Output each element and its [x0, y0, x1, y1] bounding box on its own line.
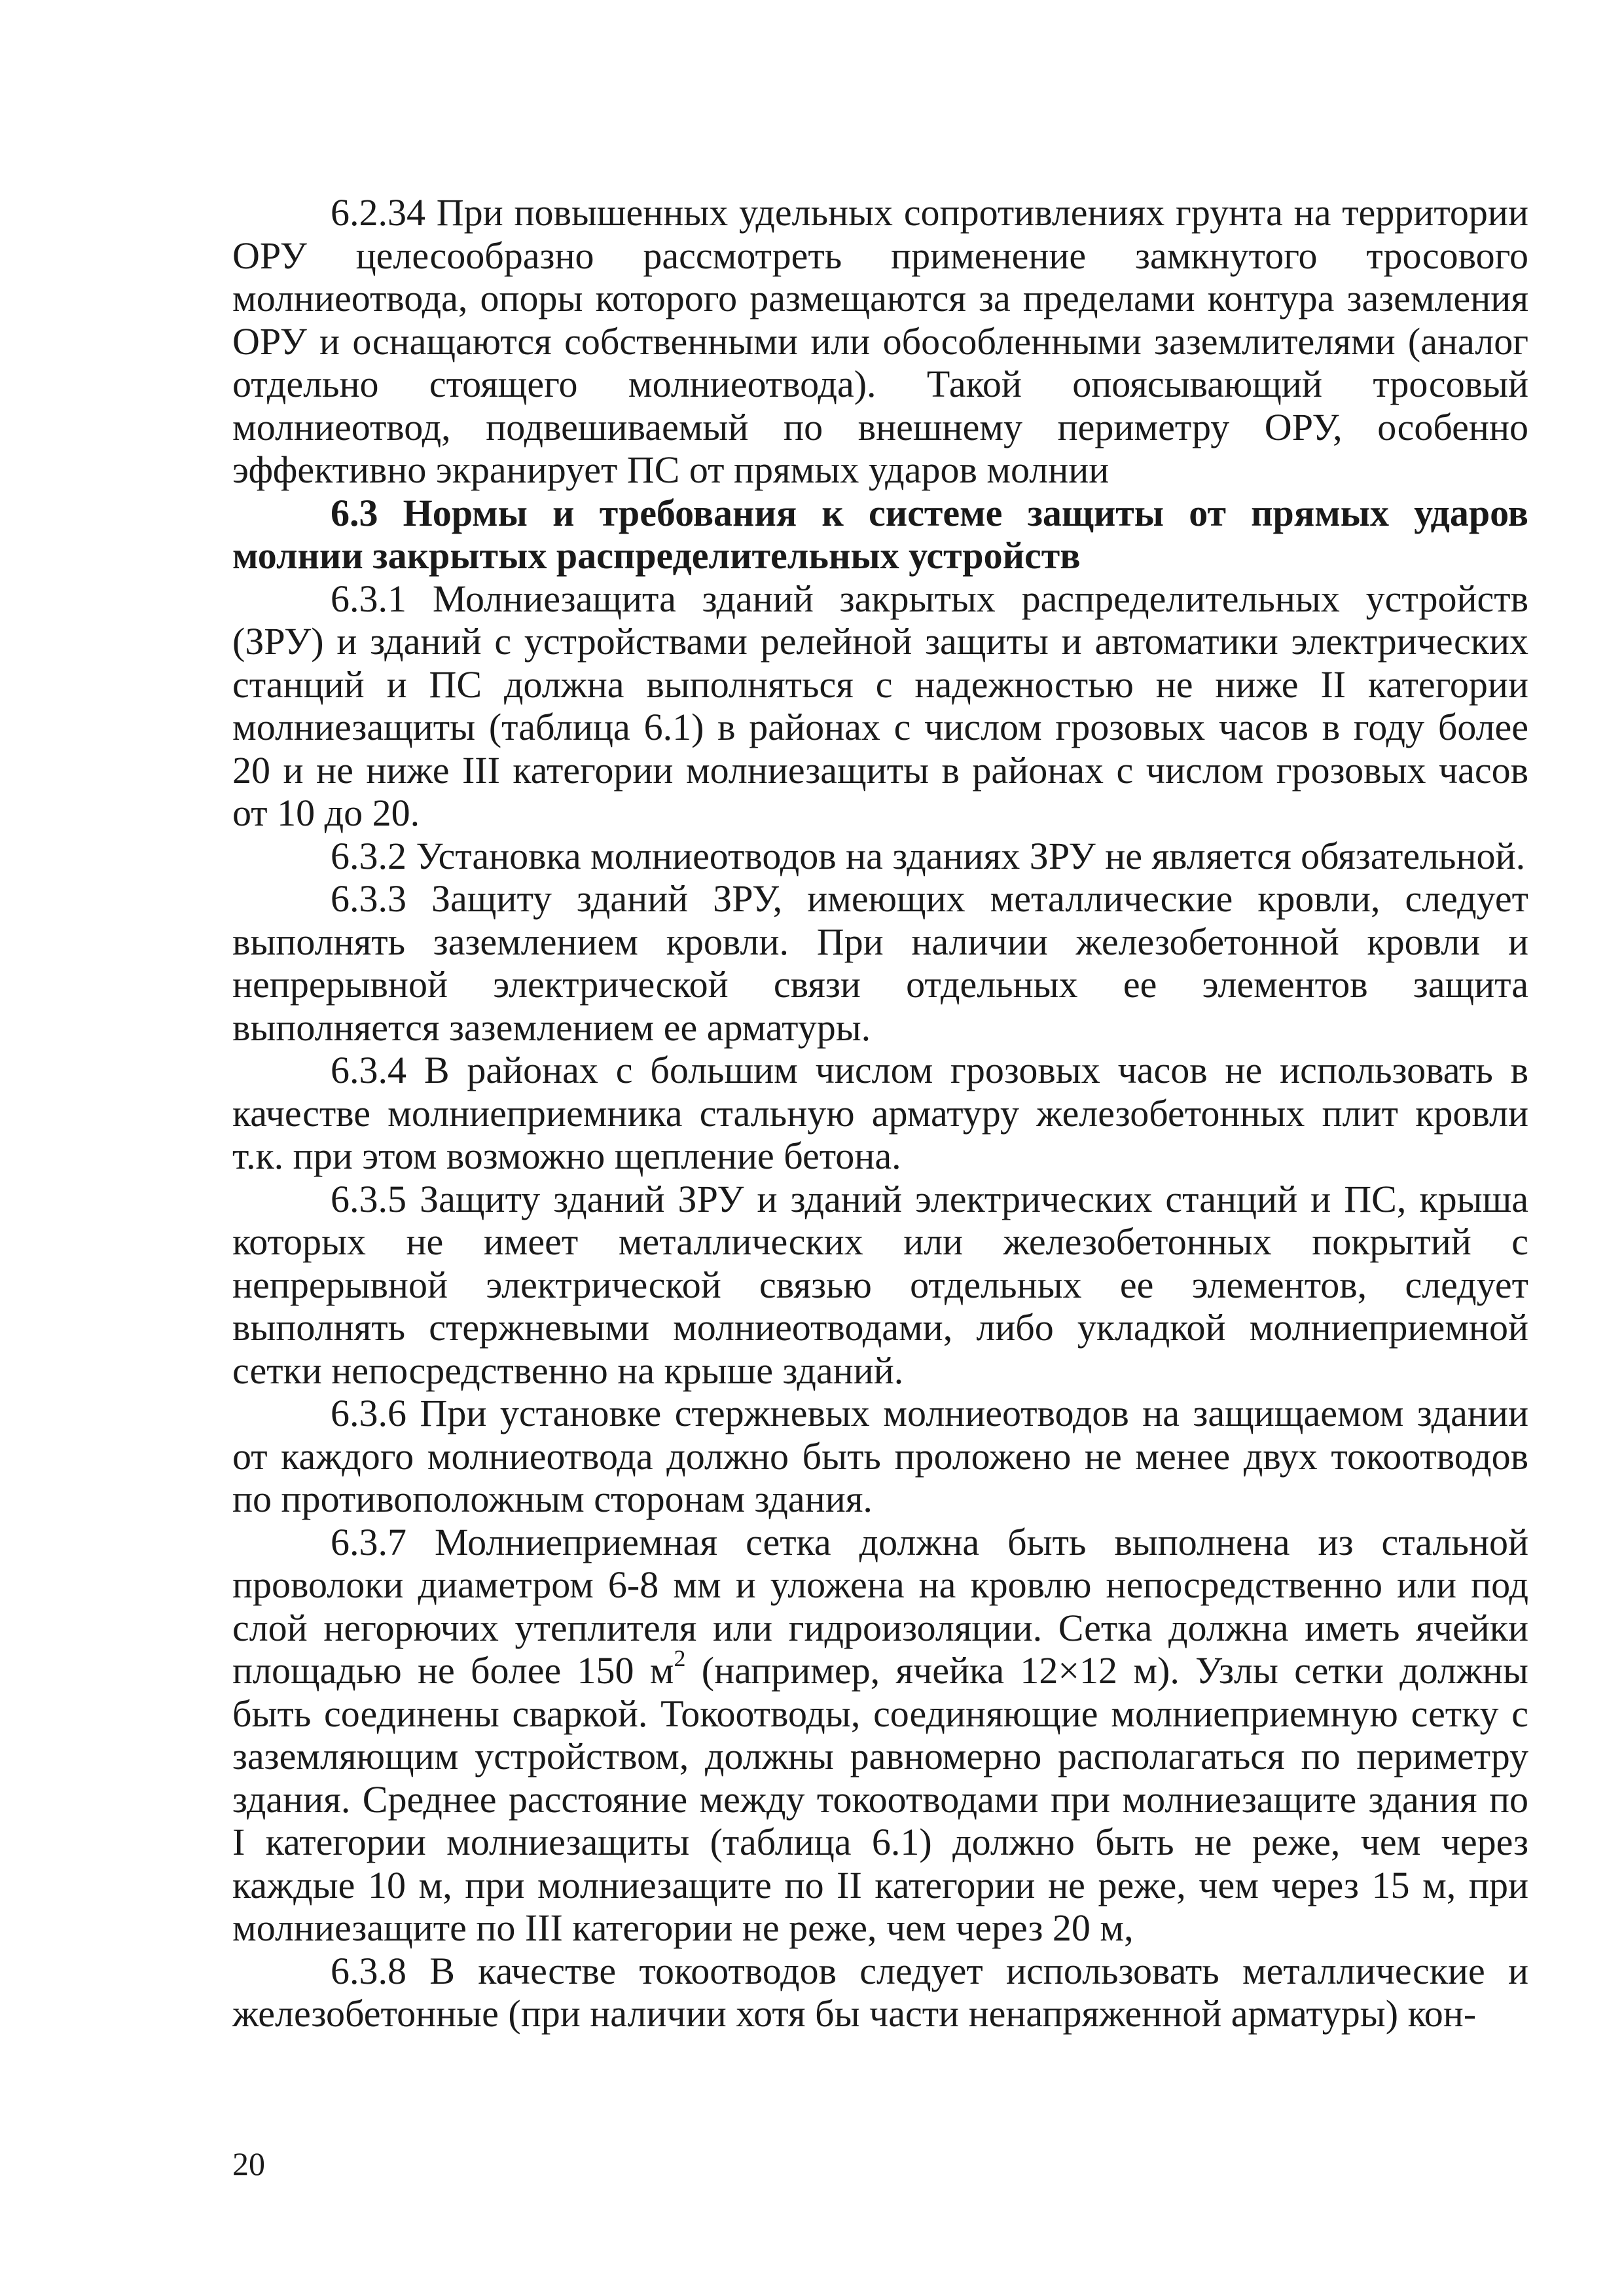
page-body — [232, 191, 1528, 2035]
paragraph-6-3-3: 6.3.3 Защиту зданий ЗРУ, имеющих металлические кровли, следует выполнять заземлением кровли. При наличии железобетонной кровли и непрерывной электрической связи отдельных ее элементов защита выполняется заземлением ее арматуры. — [232, 877, 1528, 1049]
area-unit-superscript: 2 — [674, 1645, 686, 1671]
paragraph-6-3-7-part1: 6.3.7 Молниеприемная сетка должна быть выполнена из стальной проволоки диаметром 6-8 мм и уложена на кровлю непосредственно или под слой негорючих утеплителя или гидроизоляции. Сетка должна иметь ячейки площадью не более 150 м — [232, 1520, 1528, 1692]
paragraph-6-3-4: 6.3.4 В районах с большим числом грозовых часов не использовать в качестве молниеприемника стальную арматуру железобетонных плит кровли т.к. при этом возможно щепление бетона. — [232, 1049, 1528, 1177]
paragraph-6-3-1: 6.3.1 Молниезащита зданий закрытых распределительных устройств (ЗРУ) и зданий с устройствами релейной защиты и автоматики электрических станций и ПС должна выполняться с надежностью не ниже II категории молниезащиты (таблица 6.1) в районах с числом грозовых часов в году более 20 и не ниже III категории молниезащиты в районах с числом грозовых часов от 10 до 20. — [232, 577, 1528, 834]
paragraph-6-3-8: 6.3.8 В качестве токоотводов следует использовать металлические и железобетонные (при наличии хотя бы части ненапряженной арматуры) кон- — [232, 1949, 1528, 2035]
section-heading-6-3: 6.3 Нормы и требования к системе защиты от прямых ударов молнии закрытых распределительных устройств — [232, 491, 1528, 577]
paragraph-6-3-2: 6.3.2 Установка молниеотводов на зданиях ЗРУ не является обязательной. — [331, 834, 1526, 877]
page-number: 20 — [232, 2145, 265, 2182]
paragraph-6-3-7-part2: (например, ячейка 12×12 м). Узлы сетки должны быть соединены сваркой. Токоотводы, соединяющие молниеприемную сетку с заземляющим устройством, должны равномерно располагаться по периметру здания. Среднее расстояние между токоотводами при молниезащите здания по I категории молниезащиты (таблица 6.1) должно быть не реже, чем через каждые 10 м, при молниезащите по II категории не реже, чем через 15 м, при молниезащите по III категории не реже, чем через 20 м, — [232, 1649, 1529, 1949]
paragraph-6-3-6: 6.3.6 При установке стержневых молниеотводов на защищаемом здании от каждого молниеотвода должно быть проложено не менее двух токоотводов по противоположным сторонам здания. — [232, 1392, 1528, 1520]
paragraph-6-2-34: 6.2.34 При повышенных удельных сопротивлениях грунта на территории ОРУ целесообразно рассмотреть применение замкнутого тросового молниеотвода, опоры которого размещаются за пределами контура заземления ОРУ и оснащаются собственными или обособленными заземлителями (аналог отдельно стоящего молниеотвода). Такой опоясывающий тросовый молниеотвод, подвешиваемый по внешнему периметру ОРУ, особенно эффективно экранирует ПС от прямых ударов молнии — [232, 191, 1528, 491]
paragraph-6-3-5: 6.3.5 Защиту зданий ЗРУ и зданий электрических станций и ПС, крыша которых не имеет металлических или железобетонных покрытий с непрерывной электрической связью отдельных ее элементов, следует выполнять стержневыми молниеотводами, либо укладкой молниеприемной сетки непосредственно на крыше зданий. — [232, 1177, 1528, 1392]
paragraph-6-3-7 — [232, 1521, 1528, 1950]
